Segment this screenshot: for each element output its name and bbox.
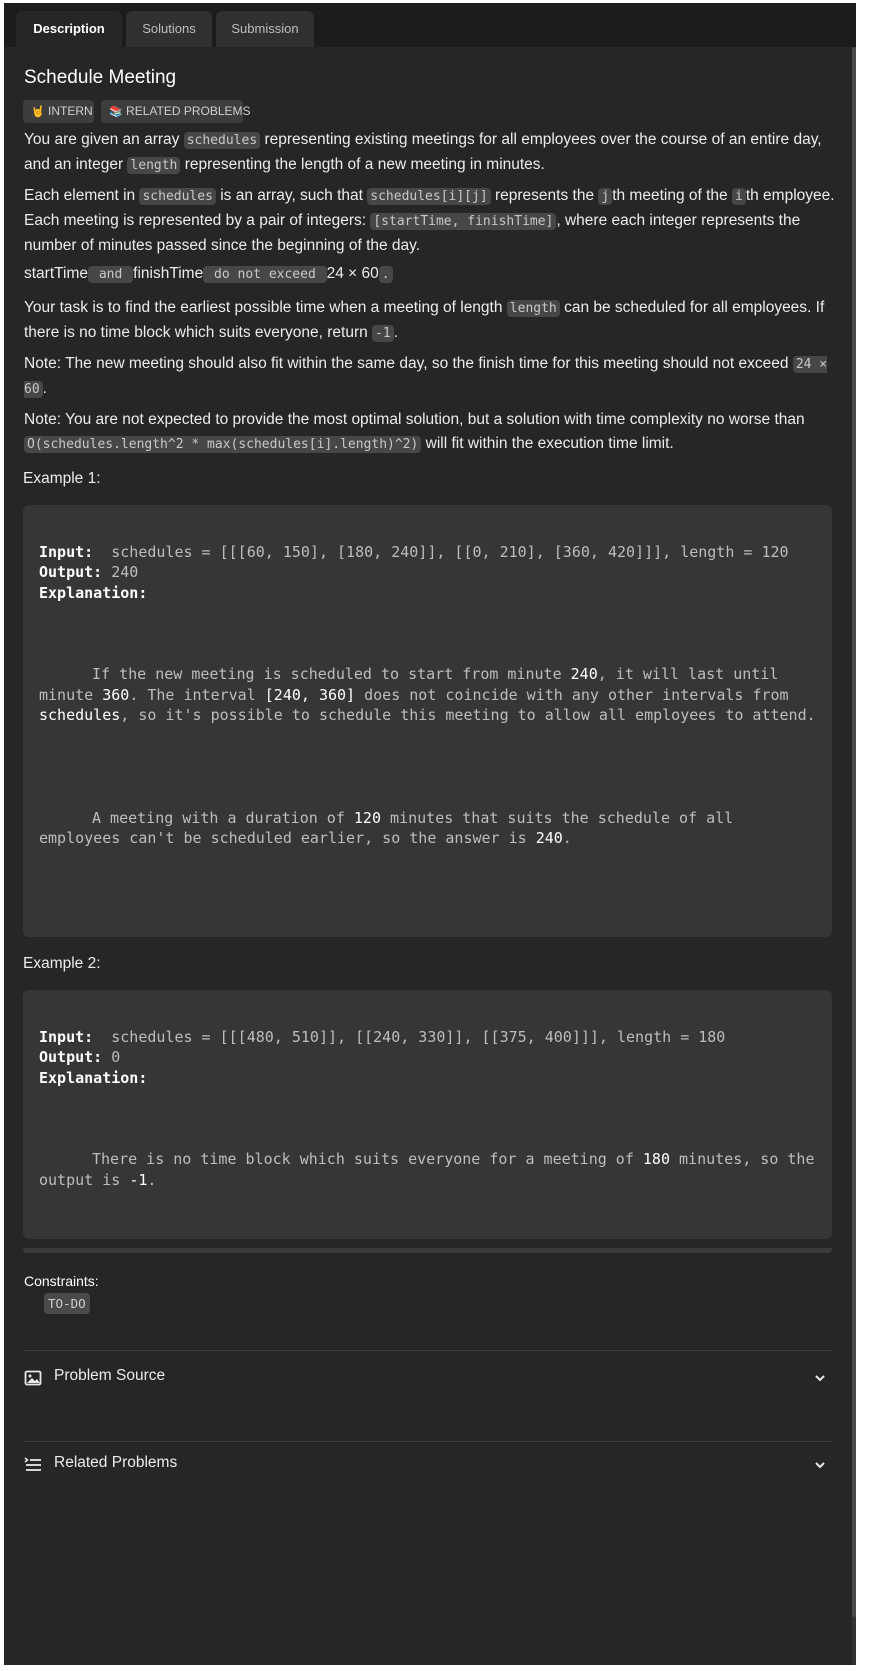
inline-code: -1 — [129, 1170, 148, 1189]
chevron-down-icon[interactable] — [813, 1458, 827, 1472]
text-segment: , it will last until minute — [39, 665, 788, 704]
image-icon — [24, 1369, 42, 1387]
inline-code: do not exceed — [203, 266, 326, 283]
text-segment: th employee. Each meeting is represented by a pair of integers: — [24, 187, 835, 229]
inline-code: length — [507, 300, 560, 317]
text-segment: th meeting of the — [612, 187, 732, 204]
inline-code: schedules — [39, 706, 121, 724]
description-paragraph — [24, 128, 839, 178]
tab-submission[interactable]: Submission — [216, 11, 314, 47]
examples-divider — [23, 1248, 832, 1253]
description-paragraph — [24, 352, 839, 402]
badge-intern[interactable] — [23, 100, 94, 123]
tab-solutions[interactable]: Solutions — [126, 11, 212, 47]
text-segment: You are given an array — [24, 131, 184, 148]
text-segment: . The interval — [129, 685, 265, 704]
tab-description[interactable]: Description — [16, 11, 122, 47]
text-segment: There is no time block which suits everyone for a meeting of — [92, 1150, 643, 1168]
inline-code: O(schedules.length^2 * max(schedules[i].length)^2) — [24, 436, 421, 453]
inline-code: j — [598, 188, 612, 205]
text-segment: representing existing meetings for all employees over the course of an entire day, and an integer — [24, 131, 822, 173]
text-segment: does not coincide with any other intervals from — [355, 685, 798, 704]
example-box — [23, 990, 832, 1239]
text-segment: minutes that suits the schedule of all employees can't be scheduled earlier, so the answer is — [39, 808, 743, 847]
text-segment: is an array, such that — [215, 187, 368, 204]
scrollbar-thumb[interactable] — [852, 47, 856, 1617]
text-segment: . — [42, 380, 47, 397]
inline-code: 120 — [353, 808, 381, 827]
text-segment: If the new meeting is scheduled to start from minute — [92, 665, 571, 683]
inline-code: . — [379, 266, 393, 283]
inline-code: schedules[i][j] — [367, 188, 490, 205]
inline-code: 24 × 60 — [24, 357, 828, 397]
inline-code: [240, 360] — [264, 685, 356, 704]
text-segment: will fit within the execution time limit. — [421, 435, 674, 452]
text-segment: represents the — [490, 187, 599, 204]
text-segment: Each element in — [24, 187, 140, 204]
constraints-value: TO-DO — [44, 1293, 90, 1314]
text-segment: . — [147, 1170, 157, 1189]
text-segment: can be scheduled for all employees. If there is no time block which suits everyone, return — [24, 299, 825, 341]
accordion-related-problems[interactable] — [24, 1450, 833, 1480]
description-paragraph — [24, 408, 839, 457]
inline-code: schedules — [184, 132, 260, 149]
text-segment: , where each integer represents the number of minutes passed since the beginning of the day. — [24, 212, 801, 254]
books-icon: 📚 — [109, 106, 123, 118]
problem-title: Schedule Meeting — [24, 67, 177, 88]
chevron-down-icon[interactable] — [813, 1371, 827, 1385]
text-segment: . — [393, 324, 399, 341]
inline-code: 360 — [102, 685, 130, 704]
example-input: Input: schedules = [[[480, 510]], [[240, 330]], [[375, 400]]], length = 180 — [39, 1027, 726, 1046]
inline-code: -1 — [372, 325, 394, 342]
example-input: Input: schedules = [[[60, 150], [180, 240]], [[0, 210], [360, 420]]], length = 120 — [39, 542, 789, 561]
example-explanation-text — [39, 1149, 824, 1190]
inline-code: 240 — [535, 829, 563, 847]
example-output: Output: 0 — [39, 1048, 121, 1066]
rock-hand-icon: 🤘 — [31, 106, 45, 118]
inline-code: 240 — [570, 665, 598, 683]
badge-label: INTERN — [48, 104, 93, 118]
text-segment: 24 × 60 — [326, 265, 379, 282]
text-segment: Your task is to find the earliest possible time when a meeting of length — [24, 299, 507, 316]
example-explanation-label: Explanation: — [39, 583, 148, 602]
example-output: Output: 240 — [39, 563, 139, 581]
accordion-problem-source[interactable] — [24, 1363, 833, 1393]
example-explanation-label: Explanation: — [39, 1068, 148, 1087]
text-segment: representing the length of a new meeting in minutes. — [180, 156, 545, 173]
text-segment: Note: You are not expected to provide the most optimal solution, but a solution with time complexity no worse than — [24, 411, 805, 428]
description-paragraph — [24, 184, 839, 258]
text-segment: finishTime — [133, 265, 204, 282]
inline-code: 180 — [642, 1150, 670, 1168]
inline-code: and — [88, 266, 133, 283]
text-segment: . — [562, 829, 572, 847]
inline-code: [startTime, finishTime] — [370, 213, 556, 230]
description-paragraph — [24, 262, 839, 287]
badge-label: RELATED PROBLEMS — [126, 104, 251, 118]
divider — [24, 1350, 833, 1351]
example-explanation-text — [39, 808, 816, 849]
inline-code: schedules — [139, 188, 215, 205]
example-label: Example 1: — [23, 470, 101, 487]
constraints-label: Constraints: — [24, 1273, 99, 1289]
example-box — [23, 505, 832, 937]
text-segment: Note: The new meeting should also fit within the same day, so the finish time for this meeting should not exceed — [24, 355, 793, 372]
tab-bar — [4, 3, 856, 47]
text-segment: , so it's possible to schedule this meeting to allow all employees to attend. — [120, 706, 816, 724]
example-label: Example 2: — [23, 955, 101, 972]
text-segment: minutes, so the output is — [39, 1150, 824, 1189]
example-explanation-text — [39, 664, 816, 726]
text-segment: A meeting with a duration of — [92, 808, 354, 827]
accordion-label: Related Problems — [54, 1454, 178, 1471]
list-icon — [24, 1456, 42, 1474]
badge-related-problems[interactable] — [101, 100, 251, 123]
inline-code: i — [732, 188, 746, 205]
text-segment: startTime — [24, 265, 89, 282]
inline-code: length — [127, 157, 180, 174]
description-paragraph — [24, 296, 839, 346]
accordion-label: Problem Source — [54, 1367, 166, 1384]
divider — [24, 1441, 833, 1442]
